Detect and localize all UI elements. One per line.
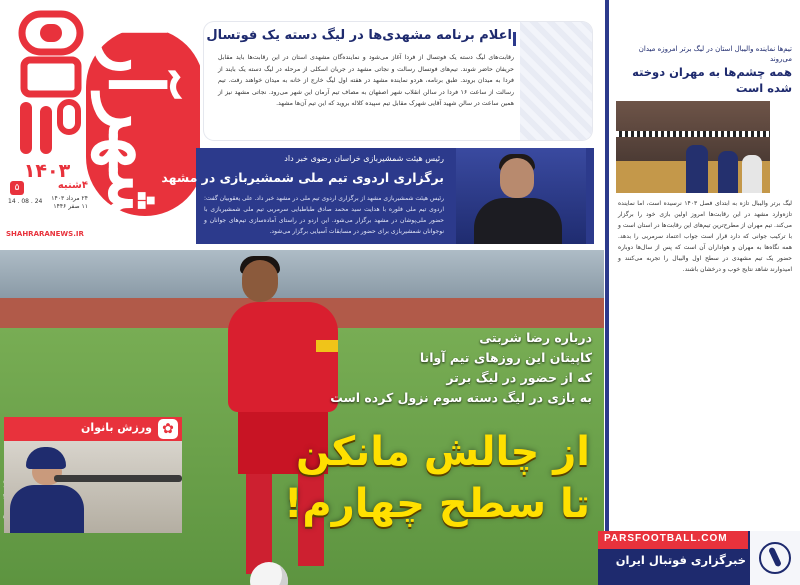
player-face xyxy=(242,260,278,302)
rifle xyxy=(54,475,182,482)
date-persian: ۲۴ مرداد ۱۴۰۳ xyxy=(51,195,88,202)
top-story-card xyxy=(204,22,592,140)
parsfootball-watermark xyxy=(598,531,800,585)
date-gregorian: 14 . 08 . 24 xyxy=(8,198,43,205)
volleyball-photo xyxy=(616,101,770,193)
masthead-year: ۱۴۰۳ xyxy=(23,160,71,182)
watermark-name: خبرگزاری فوتبال ایران xyxy=(615,553,746,567)
volleyball-net xyxy=(616,131,770,137)
volleyball-player xyxy=(718,151,738,193)
portrait-face xyxy=(500,158,534,198)
portrait-jacket xyxy=(474,198,562,244)
football-player-photo xyxy=(228,250,358,585)
masthead-dates xyxy=(51,195,88,211)
watermark-site: PARSFOOTBALL.COM xyxy=(604,533,728,544)
fencing-headline: برگزاری اردوی تیم ملی شمشیربازی در مشهد xyxy=(161,170,444,185)
main-headline-line2: تا سطح چهارم! xyxy=(284,481,590,527)
top-story-headline: اعلام برنامه مشهدی‌ها در لیگ دسته یک فوتسال xyxy=(206,28,512,43)
women-sports-label: ورزش بانوان xyxy=(81,421,152,434)
footballer-logo-icon xyxy=(750,531,800,585)
official-portrait xyxy=(456,148,586,244)
shooting-photo xyxy=(4,441,182,533)
masthead xyxy=(0,0,200,245)
sidebar-body: لیگ برتر والیبال تازه به ابتدای فصل ۱۴۰۳ نرسیده است، اما نماینده تازه‌وارد مشهد در این رقابت‌ها امروز اولین بازی خود را برگزار می‌کند. تیم مهران از مطرح‌ترین تیم‌های این رقابت‌ها در استان است و با ترکیب جوانی که دارد قرار است جواب اعتماد سرمربی را بدهد. همه نگاه‌ها به مهران و هواداران آن است که پس از سال‌ها دوباره حضور یک تیم مشهدی در سطح اول والیبال را تجربه می‌کنند و امیدوارند شاهد نتایج خوب و درخشان باشند. xyxy=(618,200,792,273)
masthead-date-block xyxy=(6,180,88,216)
masthead-website: SHAHRARANEWS.IR xyxy=(6,230,84,238)
player-sock-left xyxy=(246,474,272,574)
issue-badge: ۵ xyxy=(10,181,24,195)
main-headline xyxy=(284,426,590,530)
sport-logo-emblem xyxy=(10,10,88,160)
card-decor-strip xyxy=(520,22,592,140)
teaser-line: به بازی در لیگ دسته سوم نزول کرده است xyxy=(330,390,592,405)
sidebar-column xyxy=(612,0,800,585)
newspaper-logo: شهرآرا xyxy=(92,18,178,232)
teaser-line: که از حضور در لیگ برتر xyxy=(446,370,592,385)
teaser-line: کاپیتان این روزهای تیم آوانا xyxy=(419,350,592,365)
shooter-body xyxy=(10,485,84,533)
flower-icon: ✿ xyxy=(158,419,178,439)
fencing-body: رئیس هیئت شمشیربازی مشهد از برگزاری اردوی تیم ملی در مشهد خبر داد. علی یعقوبیان گفت: اردوی تیم ملی فلوره با هدایت سید محمد صادق طباطبایی سرمربی تیم ملی شمشیربازی با حضور ملی‌پوشان در مشهد برگزار می‌شود. این اردو در راستای آماده‌سازی تیم‌های جوانان و نوجوانان شمشیربازی برای حضور در مسابقات آسیایی برگزار می‌شود. xyxy=(204,195,444,235)
sidebar-kicker: تیم‌ها نماینده والیبال استان در لیگ برتر امروزه میدان می‌روند xyxy=(638,45,792,63)
main-headline-line1: از چالش مانکن xyxy=(295,429,590,475)
teaser-line: درباره رضا شربتی xyxy=(479,330,592,345)
masthead-weekday: ۴شنبه xyxy=(57,180,88,191)
headline-accent-bar xyxy=(513,32,516,46)
volleyball-player xyxy=(686,145,708,193)
top-story-body: رقابت‌های لیگ دسته یک فوتسال از فردا آغاز می‌شود و نماینده‌گان مشهدی استان در این رقابت‌ها باید مقابل حریفان حاضر شوند. تیم‌های فوتسال رسالت و نجاتی مشهد در جریان اسکلی از مرحله در لیگ دسته یک بایند از فردا به میدان بروند. طبق برنامه، هردو نماینده مشهد در هفته اول لیگ خارج از خانه به میدان خواهند رفت. تیم رسالت از ساعت ۱۶ فردا در سالن انقلاب شهر اصفهان به مصاف تیم آرمان این شهر می‌رود. نجاتی مشهد نیز از همین ساعت در سالن شهید آقایی شهرک مقابل تیم سپیده کلاله بروید که این تیم آن‌ها مشهد. xyxy=(218,54,514,107)
sidebar-headline: همه چشم‌ها به مهران دوخته شده است xyxy=(632,65,792,95)
date-hijri: ۱۱ صفر ۱۴۴۶ xyxy=(53,202,88,210)
shooter-cap xyxy=(26,447,66,469)
women-sports-banner xyxy=(4,417,182,441)
fencing-story xyxy=(161,148,594,244)
column-divider xyxy=(605,0,609,585)
volleyball-player xyxy=(742,155,762,193)
main-story-teaser xyxy=(312,328,592,408)
fencing-kicker: رئیس هیئت شمشیربازی خراسان رضوی خبر داد xyxy=(284,154,444,163)
